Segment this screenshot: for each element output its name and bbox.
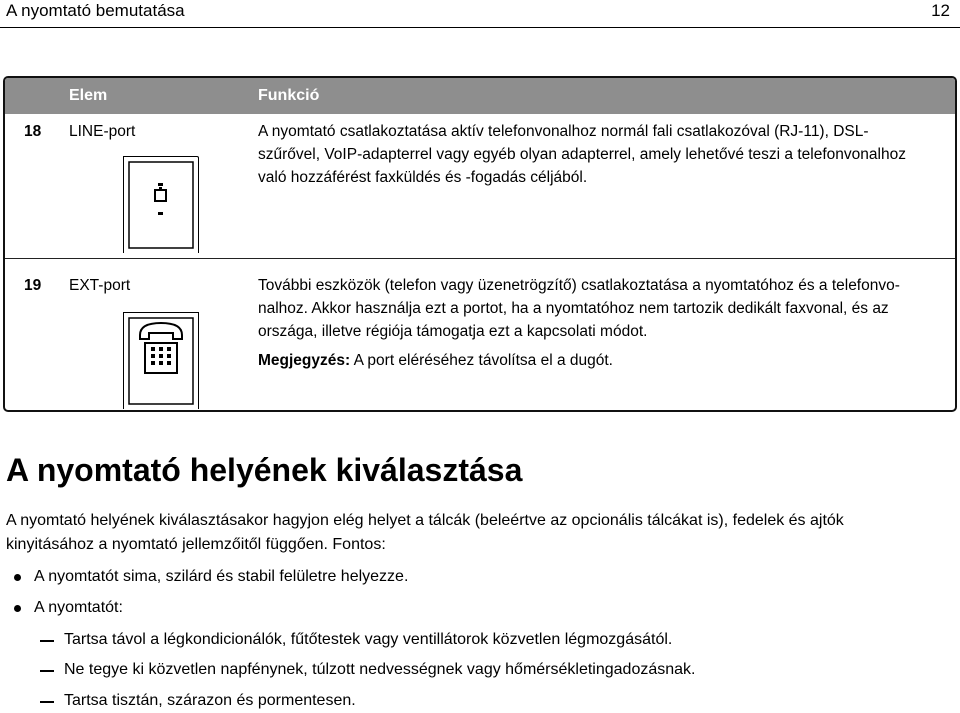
text-line: való hozzáférést faxküldés és -fogadás céljából. bbox=[258, 169, 588, 186]
section-heading: A nyomtató helyének kiválasztása bbox=[6, 452, 523, 488]
note-label: Megjegyzés: bbox=[258, 352, 351, 369]
text-line: szűrővel, VoIP-adapterrel vagy egyéb olyan adapterrel, amely lehetővé teszi a telefonvonalhoz bbox=[258, 146, 906, 163]
bullet-dot bbox=[14, 574, 21, 581]
function-text-line19 bbox=[258, 274, 946, 372]
dash-marker bbox=[40, 640, 54, 642]
header-title: A nyomtató bemutatása bbox=[6, 1, 185, 20]
port-table bbox=[3, 76, 957, 412]
wall-jack-icon bbox=[123, 156, 199, 253]
page-number: 12 bbox=[931, 1, 950, 20]
header-rule bbox=[0, 27, 960, 28]
sub-item: Ne tegye ki közvetlen napfénynek, túlzott nedvességnek vagy hőmérsékletingadozásnak. bbox=[64, 661, 696, 678]
bullet-item: A nyomtatót: bbox=[34, 599, 123, 616]
row-divider bbox=[5, 258, 955, 259]
text-line: A nyomtató csatlakoztatása aktív telefonvonalhoz normál fali csatlakozóval (RJ-11), DSL- bbox=[258, 123, 869, 140]
intro-paragraph bbox=[6, 509, 956, 557]
row-number: 19 bbox=[24, 277, 42, 294]
function-text-line18 bbox=[258, 120, 946, 189]
table-header bbox=[5, 78, 955, 114]
sub-item: Tartsa tisztán, szárazon és pormentesen. bbox=[64, 692, 356, 709]
port-name: LINE-port bbox=[69, 123, 136, 140]
intro-line: A nyomtató helyének kiválasztásakor hagyjon elég helyet a tálcák (beleértve az opcionális tálcákat is), fedelek és ajtók bbox=[6, 512, 844, 529]
column-header-elem: Elem bbox=[69, 87, 108, 104]
dash-marker bbox=[40, 670, 54, 672]
note bbox=[258, 349, 946, 372]
sub-item: Tartsa távol a légkondicionálók, fűtőtestek vagy ventillátorok közvetlen légmozgásától. bbox=[64, 631, 673, 648]
row-number: 18 bbox=[24, 123, 42, 140]
page-header bbox=[6, 0, 950, 22]
telephone-icon bbox=[123, 312, 199, 409]
bullet-item: A nyomtatót sima, szilárd és stabil felületre helyezze. bbox=[34, 568, 409, 585]
text-line: További eszközök (telefon vagy üzenetrögzítő) csatlakoztatása a nyomtatóhoz és a telefonvo- bbox=[258, 277, 900, 294]
intro-line: kinyitásához a nyomtató jellemzőitől függően. Fontos: bbox=[6, 536, 386, 553]
text-line: országa, illetve régiója támogatja ezt a kapcsolati módot. bbox=[258, 323, 648, 340]
port-name: EXT-port bbox=[69, 277, 131, 294]
bullet-dot bbox=[14, 605, 21, 612]
dash-marker bbox=[40, 701, 54, 703]
text-line: nalhoz. Akkor használja ezt a portot, ha a nyomtatóhoz nem tartozik dedikált faxvonal, és az bbox=[258, 300, 889, 317]
column-header-funkcio: Funkció bbox=[258, 87, 320, 104]
note-text: A port eléréséhez távolítsa el a dugót. bbox=[350, 352, 613, 369]
